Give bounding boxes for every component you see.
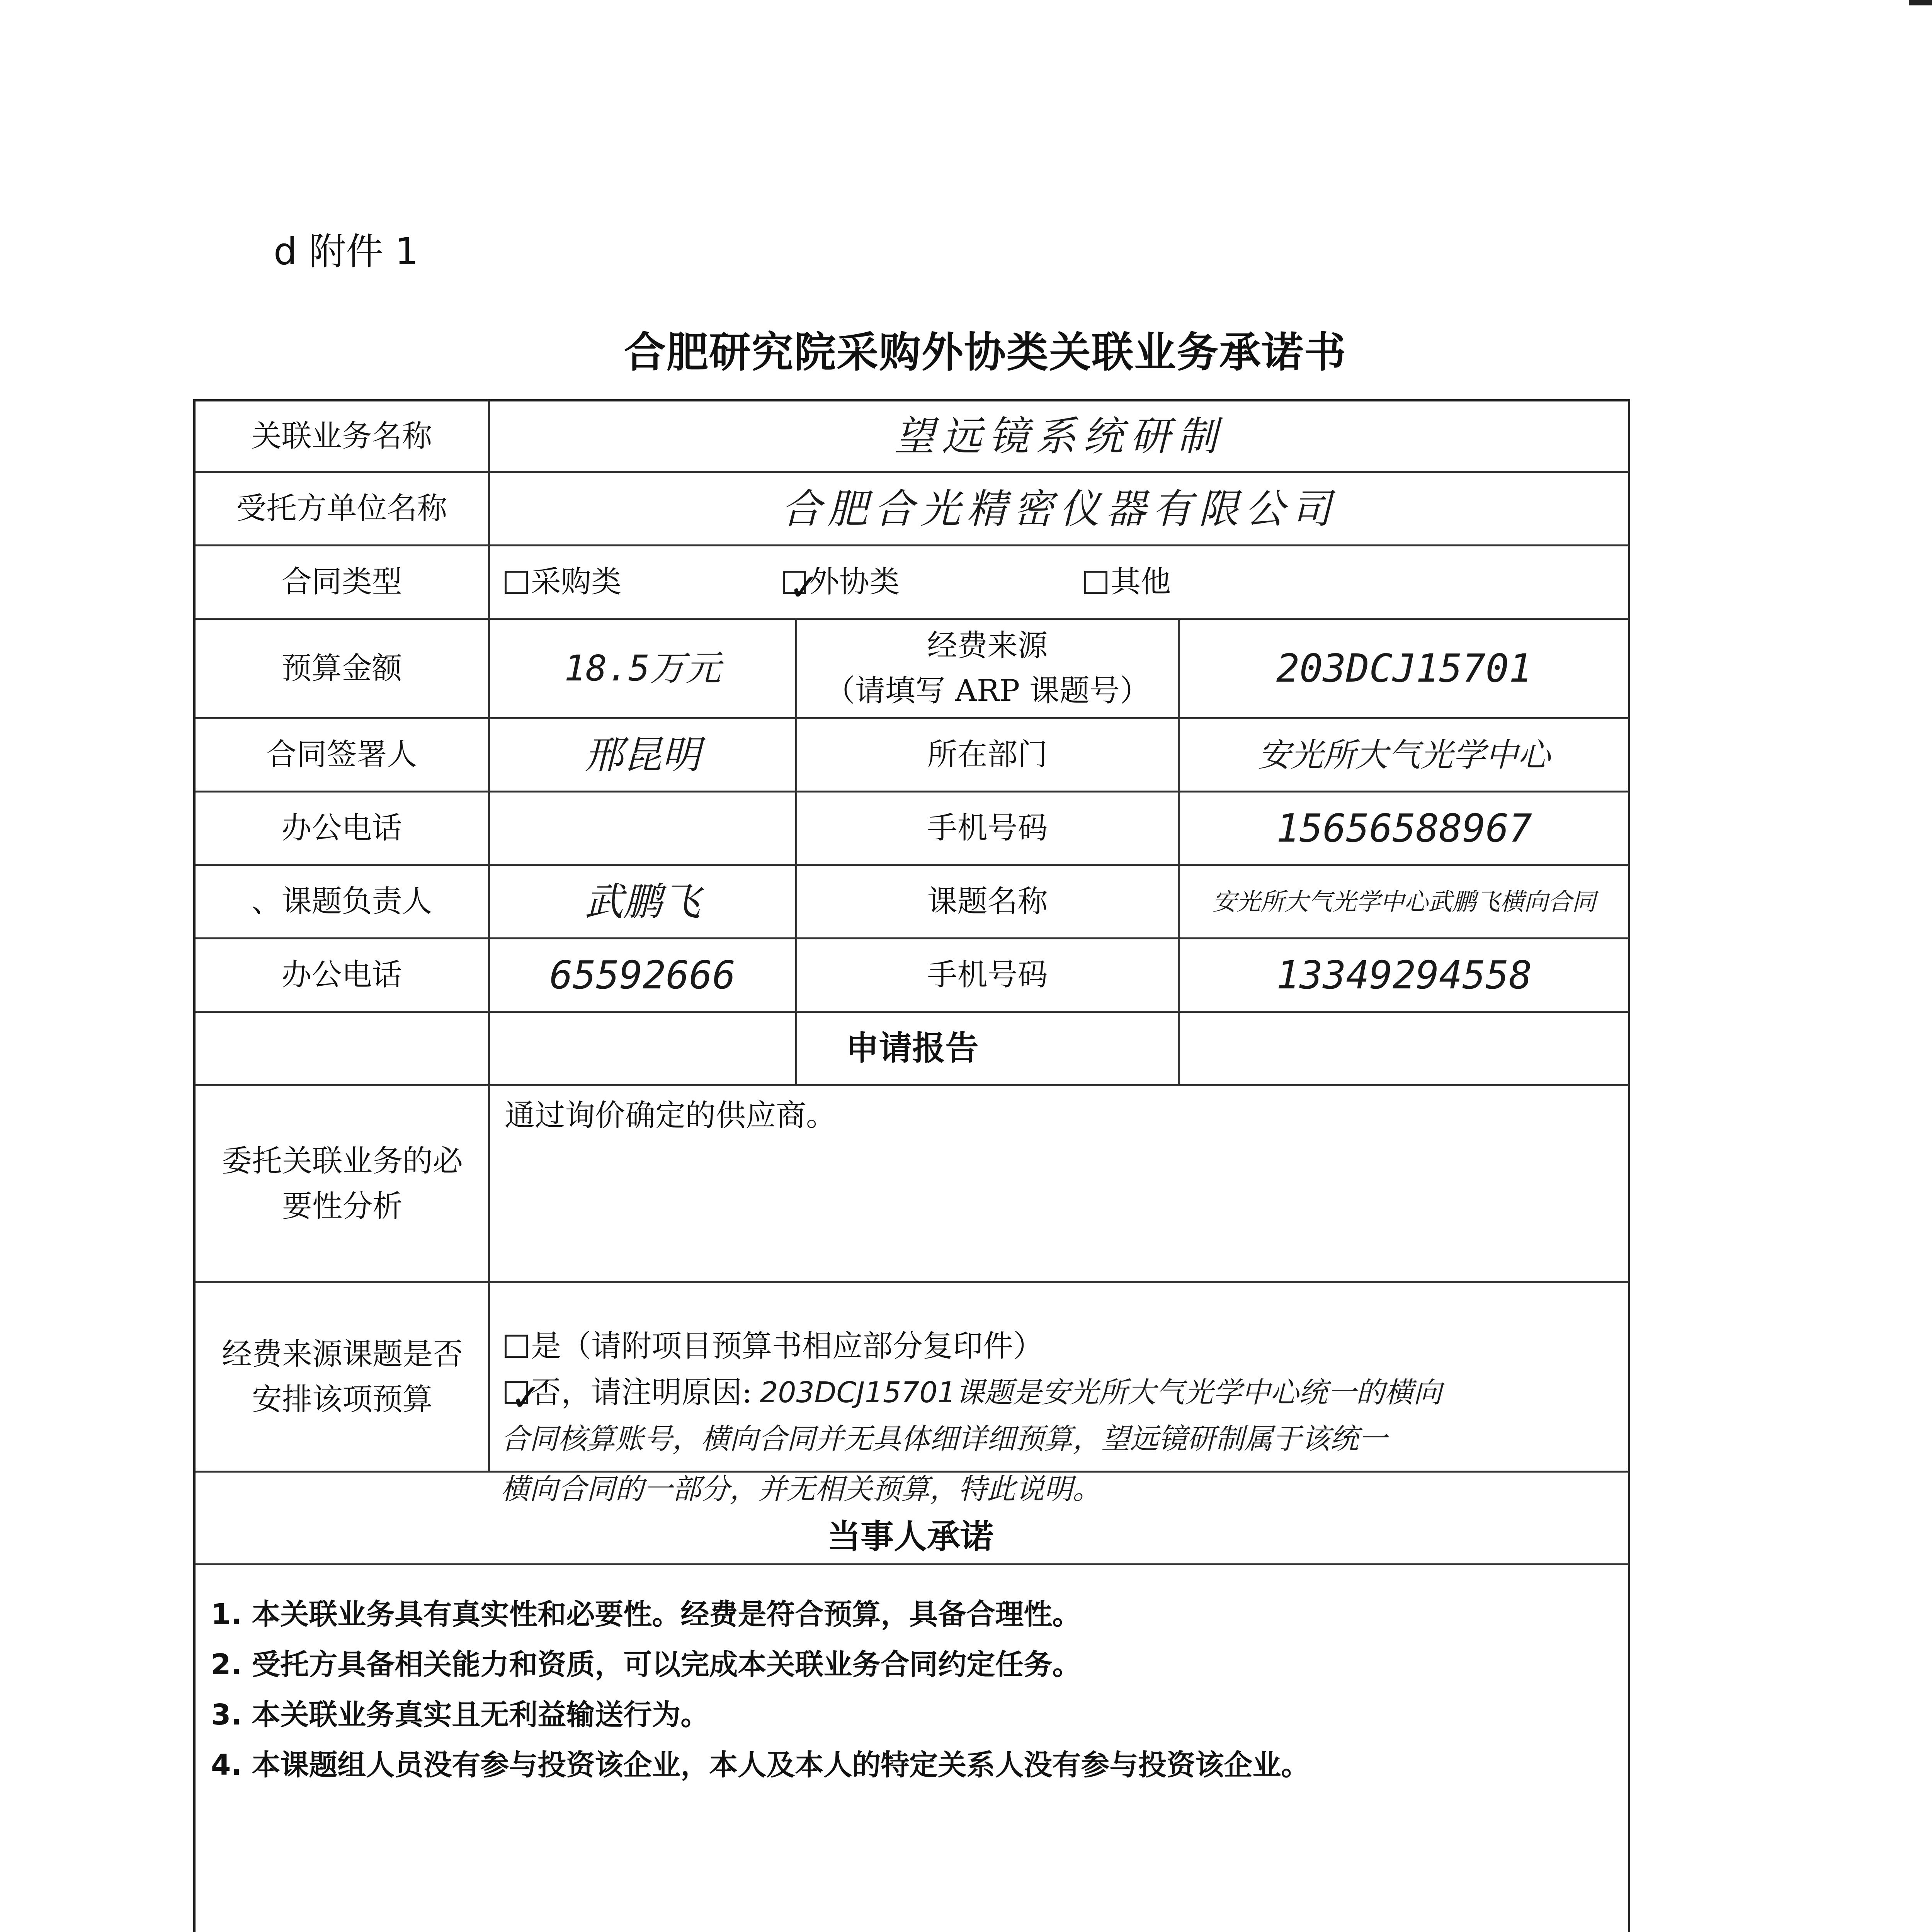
budget-yes-label: 是（请附项目预算书相应部分复印件） bbox=[531, 1328, 1044, 1364]
label-contract-type: 合同类型 bbox=[281, 565, 402, 599]
label-client-unit: 受托方单位名称 bbox=[236, 491, 447, 526]
value-project-leader: 武鹏飞 bbox=[585, 879, 701, 924]
label-necessity: 委托关联业务的必要性分析 bbox=[221, 1143, 463, 1224]
value-project-name: 安光所大气光学中心武鹏飞横向合同 bbox=[1212, 888, 1596, 916]
label-fund-source-group bbox=[797, 620, 1178, 717]
attachment-label: d 附件 1 bbox=[274, 230, 419, 273]
value-department: 安光所大气光学中心 bbox=[1258, 736, 1550, 774]
budget-no-label: 否，请注明原因: bbox=[531, 1375, 752, 1410]
value-client-unit: 合肥合光精密仪器有限公司 bbox=[781, 485, 1338, 532]
checkbox-outsourcing[interactable] bbox=[783, 565, 820, 609]
section-application-report: 申请报告 bbox=[845, 1029, 979, 1068]
label-fund-source-hint: （请填写 ARP 课题号） bbox=[825, 673, 1150, 708]
label-budget-arranged: 经费来源课题是否安排该项预算 bbox=[221, 1337, 463, 1417]
contract-type-options bbox=[505, 546, 1625, 618]
pledge-item: 4. 本课题组人员没有参与投资该企业，本人及本人的特定关系人没有参与投资该企业。 bbox=[211, 1748, 1310, 1782]
budget-reason-line2: 合同核算账号，横向合同并无具体细详细预算，望远镜研制属于该统一 bbox=[501, 1422, 1387, 1456]
value-necessity: 通过询价确定的供应商。 bbox=[505, 1098, 837, 1133]
label-budget-amount: 预算金额 bbox=[281, 651, 402, 686]
pledge-item: 3. 本关联业务真实且无利益输送行为。 bbox=[211, 1698, 709, 1731]
pledge-item: 2. 受托方具备相关能力和资质，可以完成本关联业务合同约定任务。 bbox=[211, 1648, 1081, 1681]
label-office-phone: 办公电话 bbox=[281, 811, 402, 845]
pledge-item: 1. 本关联业务具有真实性和必要性。经费是符合预算，具备合理性。 bbox=[211, 1598, 1081, 1631]
label-mobile: 手机号码 bbox=[927, 811, 1048, 845]
option-other[interactable] bbox=[1084, 560, 1171, 605]
value-budget-amount: 18.5万元 bbox=[564, 648, 721, 689]
check-icon: ✓ bbox=[789, 565, 820, 609]
value-fund-source: 203DCJ15701 bbox=[1276, 646, 1532, 691]
budget-no-option[interactable] bbox=[505, 1371, 1625, 1419]
label-fund-source: 经费来源 bbox=[927, 628, 1048, 663]
row-divider bbox=[196, 1563, 1629, 1565]
label-contract-signer: 合同签署人 bbox=[266, 737, 417, 772]
budget-reason-line1: 203DCJ15701课题是安光所大气光学中心统一的横向 bbox=[760, 1376, 1442, 1409]
checkbox-other[interactable] bbox=[1084, 571, 1107, 594]
value-office-phone-2: 65592666 bbox=[549, 952, 736, 998]
value-contract-signer: 邢昆明 bbox=[585, 732, 701, 777]
checkbox-purchase[interactable] bbox=[505, 571, 528, 594]
value-business-name: 望远镜系统研制 bbox=[894, 413, 1225, 460]
option-outsourcing[interactable] bbox=[783, 560, 1084, 609]
checkbox-budget-yes[interactable] bbox=[505, 1335, 528, 1358]
value-mobile-2: 13349294558 bbox=[1276, 952, 1532, 998]
label-business-name: 关联业务名称 bbox=[251, 418, 432, 454]
section-party-pledge: 当事人承诺 bbox=[827, 1517, 993, 1556]
option-other-label: 其他 bbox=[1111, 565, 1171, 599]
scan-edge-mark bbox=[1909, 0, 1932, 5]
document-title: 合肥研究院采购外协类关联业务承诺书 bbox=[624, 328, 1347, 377]
check-icon: ✓ bbox=[510, 1376, 542, 1419]
label-department: 所在部门 bbox=[927, 737, 1048, 772]
label-project-leader: 、课题负责人 bbox=[251, 884, 432, 919]
option-outsourcing-label: 外协类 bbox=[809, 565, 900, 599]
column-divider bbox=[488, 1084, 490, 1471]
value-mobile: 15656588967 bbox=[1276, 805, 1532, 851]
commitment-form-table bbox=[193, 399, 1630, 1932]
label-office-phone-2: 办公电话 bbox=[281, 957, 402, 992]
label-project-name: 课题名称 bbox=[927, 884, 1048, 919]
option-purchase-label: 采购类 bbox=[531, 565, 622, 599]
budget-yes-option[interactable] bbox=[505, 1325, 1617, 1367]
checkbox-budget-no[interactable] bbox=[505, 1376, 542, 1419]
label-mobile-2: 手机号码 bbox=[927, 957, 1048, 992]
budget-reason-line3: 横向合同的一部分，并无相关预算，特此说明。 bbox=[501, 1472, 1101, 1506]
value-office-phone bbox=[490, 793, 795, 864]
option-purchase[interactable] bbox=[505, 560, 783, 605]
